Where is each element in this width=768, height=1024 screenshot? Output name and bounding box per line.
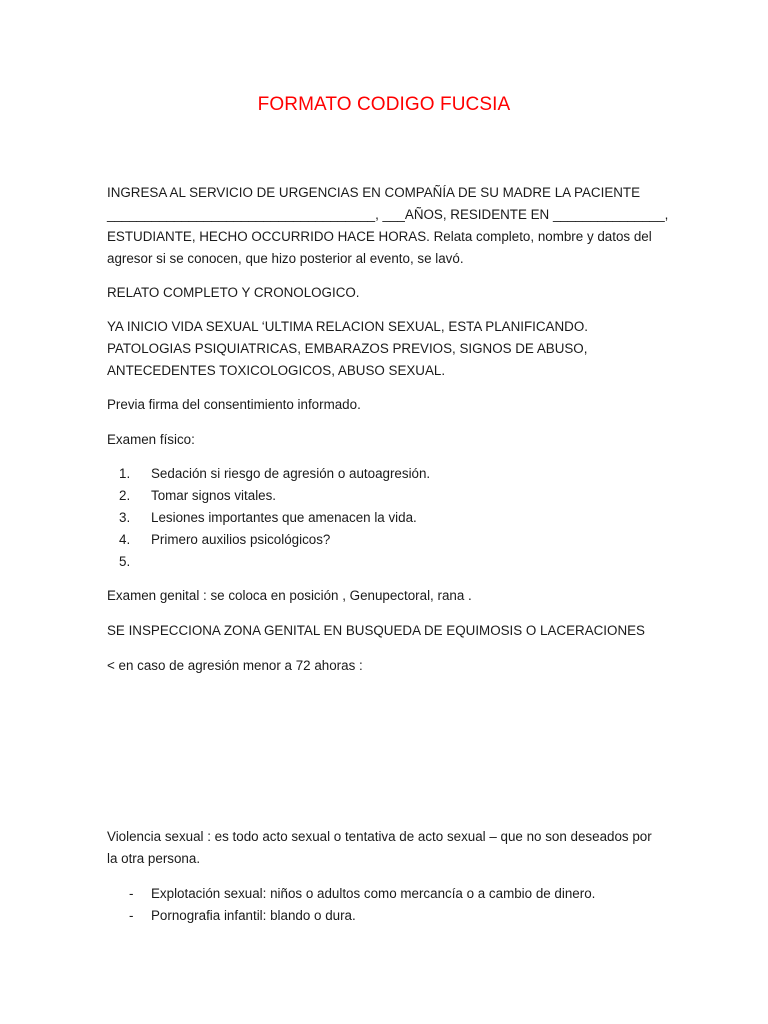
intro-line-1: INGRESA AL SERVICIO DE URGENCIAS EN COMPAÑÍA DE SU MADRE LA PACIENTE [107, 185, 641, 200]
list-number: 1. [119, 466, 131, 481]
list-item [107, 463, 655, 485]
list-number: 5. [119, 554, 131, 569]
list-item [107, 485, 655, 507]
list-item [107, 529, 655, 551]
dash-list [107, 883, 655, 927]
list-text: Primero auxilios psicológicos? [151, 532, 331, 547]
intro-paragraph [107, 182, 669, 270]
document-title: FORMATO CODIGO FUCSIA [257, 94, 511, 115]
list-number: 4. [119, 532, 131, 547]
list-dash: - [129, 908, 134, 923]
list-text: Tomar signos vitales. [151, 488, 277, 503]
list-number: 3. [119, 510, 131, 525]
agresion-72h-paragraph: < en caso de agresión menor a 72 ahoras : [107, 658, 363, 673]
consentimiento-paragraph: Previa firma del consentimiento informado. [107, 397, 361, 412]
list-text: Explotación sexual: niños o adultos como mercancía o a cambio de dinero. [151, 886, 596, 901]
examen-fisico-heading: Examen físico: [107, 432, 195, 447]
list-item [107, 883, 655, 905]
inspecciona-paragraph: SE INSPECCIONA ZONA GENITAL EN BUSQUEDA DE EQUIMOSIS O LACERACIONES [107, 623, 645, 638]
antecedentes-paragraph: YA INICIO VIDA SEXUAL ‘ULTIMA RELACION SEXUAL, ESTA PLANIFICANDO. PATOLOGIAS PSIQUIATRICAS, EMBARAZOS PREVIOS, SIGNOS DE ABUSO, ANTECEDENTES TOXICOLOGICOS, ABUSO SEXUAL. [107, 319, 588, 378]
violencia-paragraph: Violencia sexual : es todo acto sexual o tentativa de acto sexual – que no son deseados por la otra persona. [107, 829, 652, 866]
list-item [107, 905, 655, 927]
list-dash: - [129, 886, 134, 901]
intro-line-4: agresor si se conocen, que hizo posterior al evento, se lavó. [107, 251, 464, 266]
list-item [107, 551, 655, 573]
list-text: Lesiones importantes que amenacen la vida. [151, 510, 417, 525]
relato-paragraph: RELATO COMPLETO Y CRONOLOGICO. [107, 285, 360, 300]
list-number: 2. [119, 488, 131, 503]
list-text: Pornografia infantil: blando o dura. [151, 908, 356, 923]
list-text: Sedación si riesgo de agresión o autoagresión. [151, 466, 431, 481]
examen-genital-paragraph: Examen genital : se coloca en posición , Genupectoral, rana . [107, 588, 472, 603]
intro-line-3: ESTUDIANTE, HECHO OCCURRIDO HACE HORAS. Relata completo, nombre y datos del [107, 229, 652, 244]
list-item [107, 507, 655, 529]
numbered-list [107, 463, 655, 573]
intro-line-2: ____________________________________, ___AÑOS, RESIDENTE EN _______________, [107, 207, 669, 222]
